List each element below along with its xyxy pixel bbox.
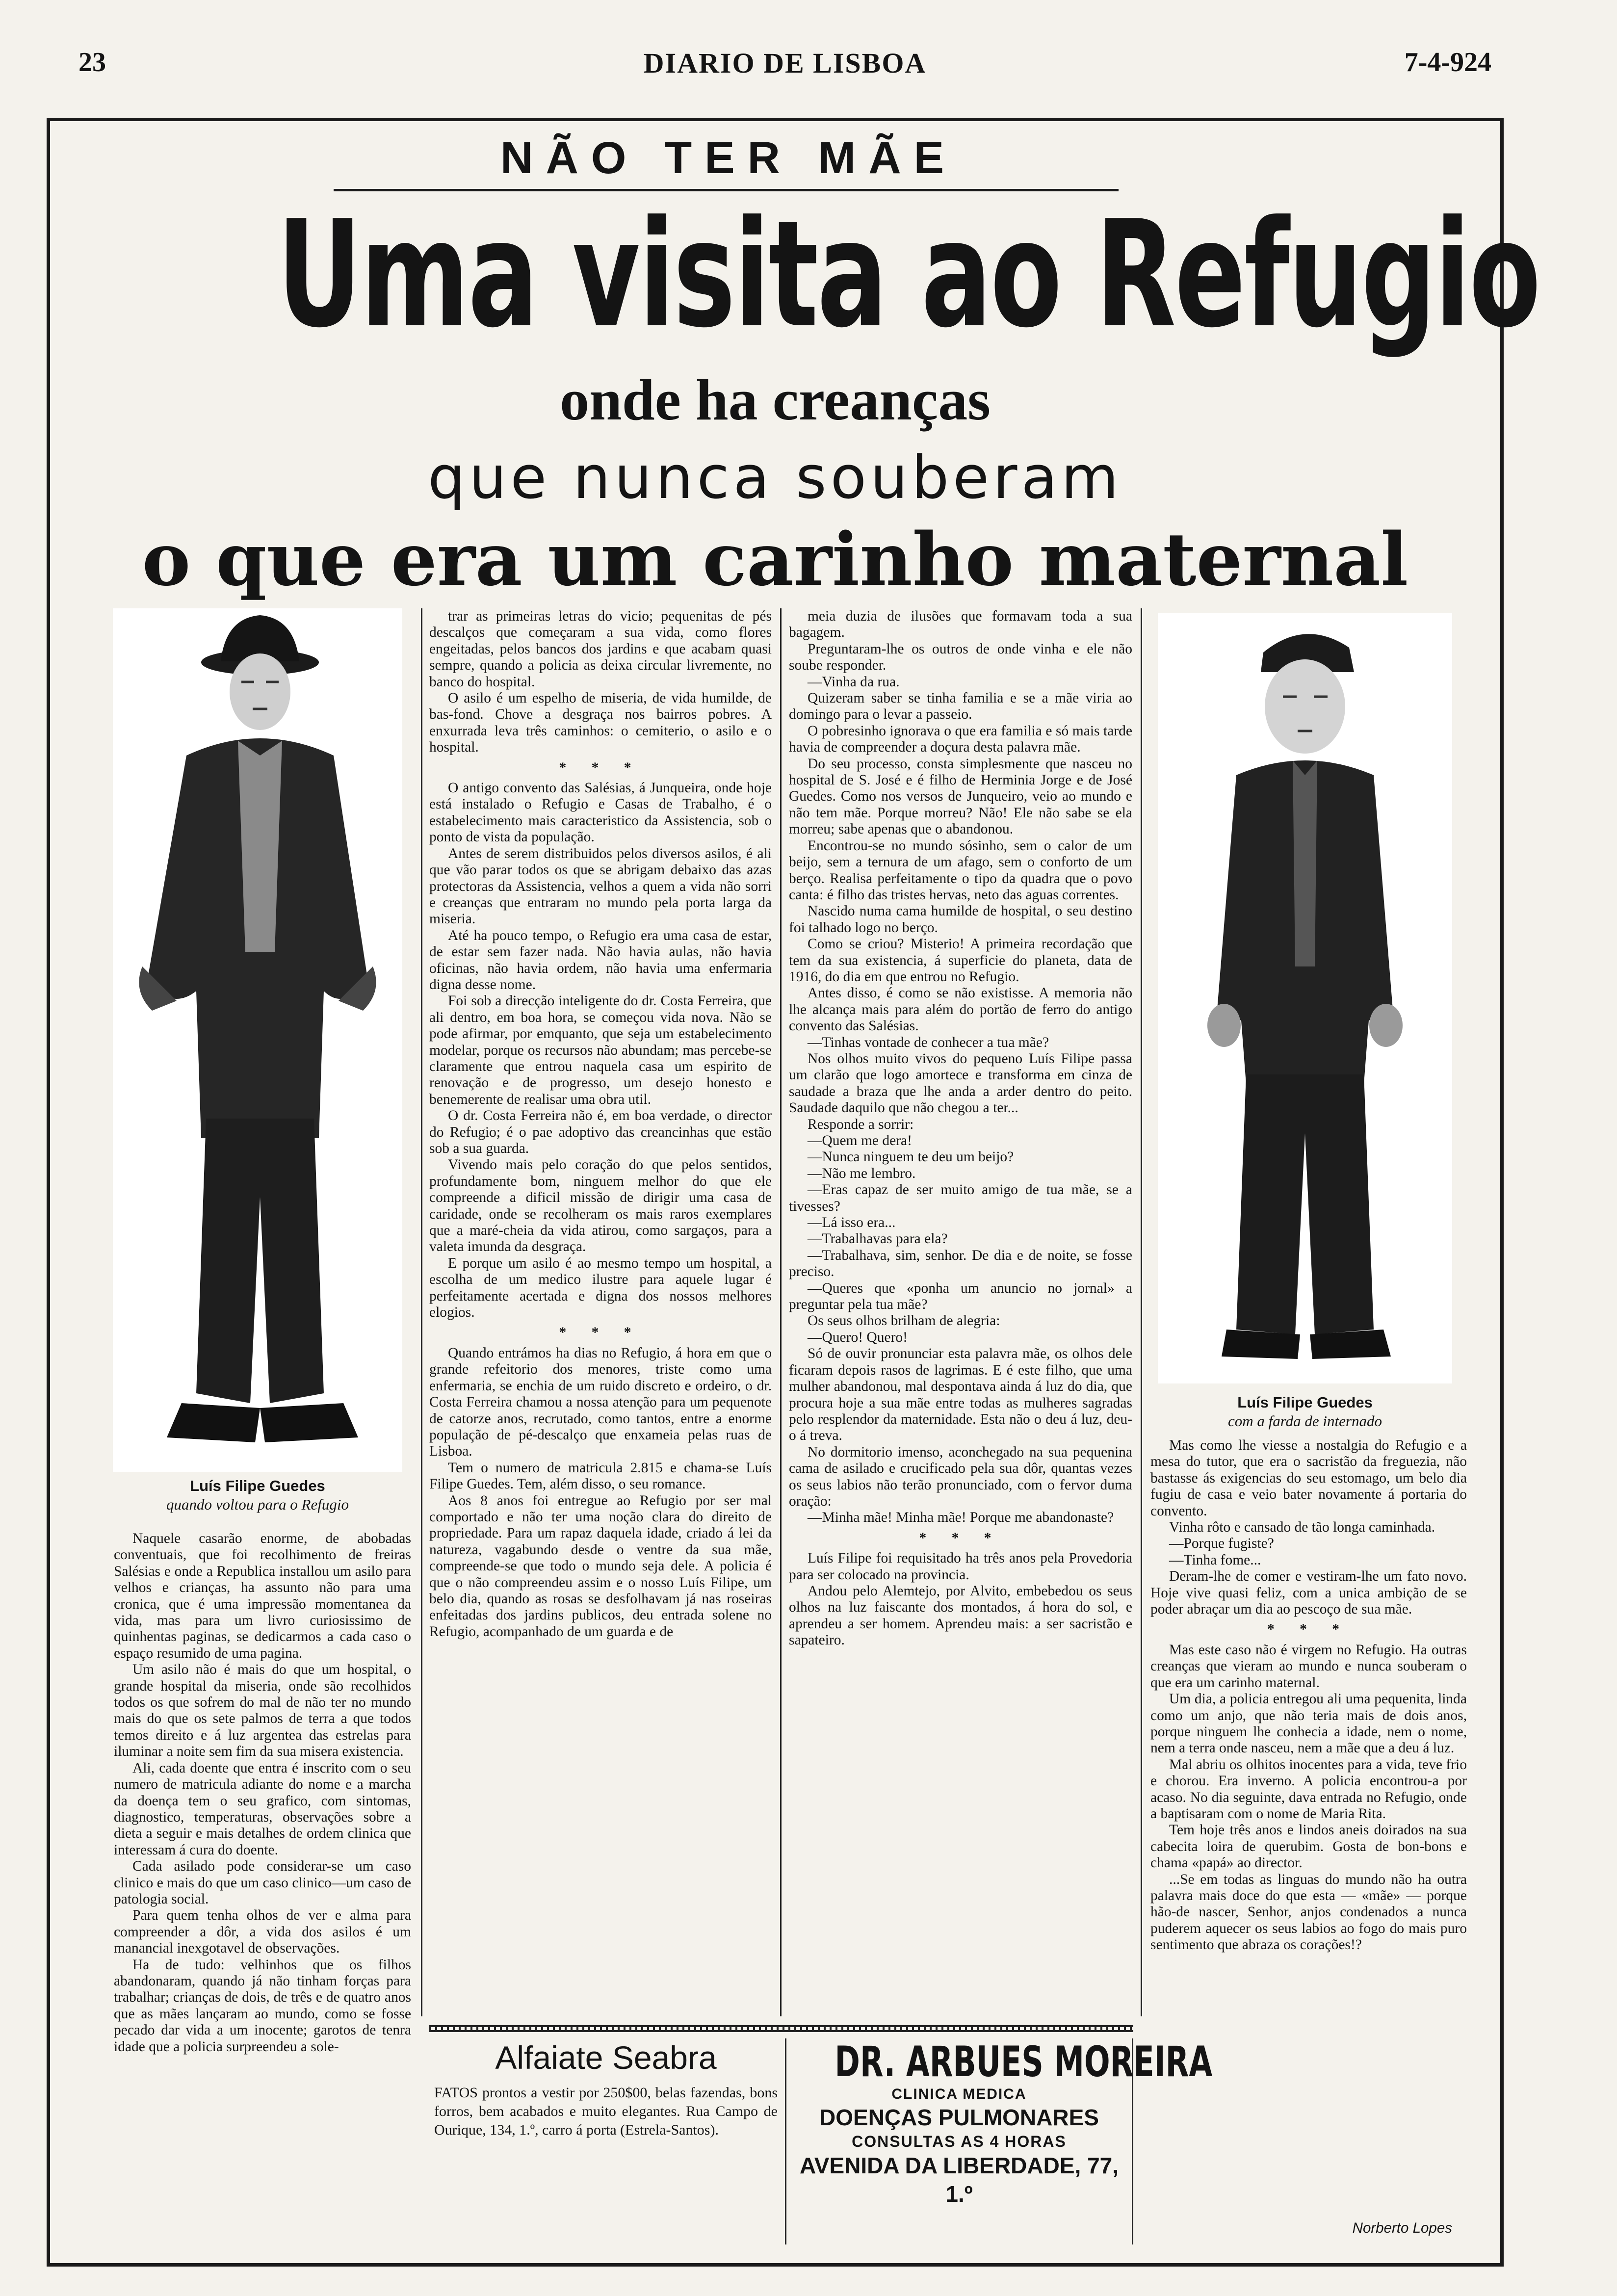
paragraph: Quando entrámos ha dias no Refugio, á hora em que o grande refeitorio dos menores, triste como uma enfermaria, se enchia de um ruido discreto e ordeiro, o dr. Costa Ferreira chamou a nossa atenção para um pequenote de catorze anos, recrutado, como tantos, entre a enorme população de pé-descalço que enxameia pelas ruas de Lisboa. [429,1345,772,1460]
caption-right-text: com a farda de internado [1228,1412,1382,1430]
paragraph: —Quero! Quero! [808,1329,908,1345]
column-rule-3 [1141,608,1142,2016]
paragraph: Mas este caso não é virgem no Refugio. Ha outras creanças que vieram ao mundo e nunca souberam o que era um carinho maternal. [1150,1642,1467,1691]
paragraph: —Tinha fome... [1169,1552,1261,1568]
paragraph: O asilo é um espelho de miseria, de vida humilde, de bas-fond. Chove a desgraça nos bairros pobres. A enxurrada leva três caminhos: o cemiterio, o asilo e o hospital. [429,690,772,756]
main-headline: Uma visita ao Refugio [277,189,1540,360]
paragraph: Nos olhos muito vivos do pequeno Luís Filipe passa um clarão que logo amortece e transforma em cinza de saudade a braza que lhe anda a arder dentro do peito. Saudade daquilo que não chegou a ter... [789,1050,1132,1116]
article-signature-block [1150,2215,1452,2244]
photo-left-boy [113,608,402,1472]
paragraph: Quizeram saber se tinha familia e se a mãe viria ao domingo para o levar a passeio. [789,690,1132,723]
caption-right [1158,1393,1452,1431]
paragraph: —Não me lembro. [808,1165,916,1181]
page-number: 23 [78,47,106,78]
paragraph: Andou pelo Alemtejo, por Alvito, embebedou os seus olhos na luz faiscante dos montados, á hora do sol, e aprendeu a ser homem. Aprendeu mais: a ser sacristão e sapateiro. [789,1583,1132,1648]
section-break: * * * [559,759,642,776]
paragraph: Responde a sorrir: [808,1116,914,1132]
article-column-2 [429,608,772,2016]
column-rule-1 [421,608,422,2016]
paragraph: Só de ouvir pronunciar esta palavra mãe, os olhos dele ficaram depois rasos de lagrimas. E é este filho, que uma mulher abandonou, mal despontava ainda á luz do dia, que procura hoje a sua mãe entre todas as mulheres sagradas pelo resplendor da maternidade. Esta não o deu á luz, deu-o á treva. [789,1346,1132,1444]
paragraph: —Trabalhava, sim, senhor. De dia e de noite, se fosse preciso. [789,1247,1132,1280]
kicker-headline: NÃO TER MÃE [500,133,957,183]
caption-left-text: quando voltou para o Refugio [166,1496,349,1513]
ad-doctor-address: AVENIDA DA LIBERDADE, 77, 1.º [799,2153,1119,2207]
paragraph: —Vinha da rua. [808,674,900,690]
ads-top-border [429,2025,1133,2032]
paragraph: trar as primeiras letras do vicio; pequenitas de pés descalços que começaram a sua vida, como flores engeitadas, pelos bancos dos jardins e que acabam quasi sempre, quando a policia as deixa circular livremente, no banco do hospital. [429,608,772,690]
subheadline-2: que nunca souberam [428,444,1122,512]
paragraph: E porque um asilo é ao mesmo tempo um hospital, a escolha de um medico ilustre para aquele lugar é perfeitamente acertada e digna dos nossos melhores elogios. [429,1255,772,1321]
paragraph: —Trabalhavas para ela? [808,1231,948,1247]
paragraph: —Lá isso era... [808,1215,896,1231]
paragraph: —Porque fugiste? [1169,1536,1274,1552]
paragraph: Cada asilado pode considerar-se um caso clinico e mais do que um caso clinico—um caso de patologia social. [114,1858,411,1907]
paragraph: Para quem tenha olhos de ver e alma para compreender a dôr, a vida dos asilos é um manancial inexgotavel de observações. [114,1907,411,1957]
photo-right-image [1158,613,1452,1383]
paragraph: —Minha mãe! Minha mãe! Porque me abandonaste? [808,1510,1114,1526]
ad-doctor-subtitle: CLINICA MEDICA [891,2086,1027,2102]
ad-doctor-hours: CONSULTAS AS 4 HORAS [852,2133,1067,2150]
caption-left-name: Luís Filipe Guedes [190,1477,325,1494]
paragraph: No dormitorio imenso, aconchegado na sua pequenina cama de asilado e crucificado pela sua dôr, quantas vezes os seus labios não terão pronunciado, com o fervor duma oração: [789,1444,1132,1509]
ad-tailor-name: Alfaiate Seabra [495,2039,717,2076]
paragraph: Antes disso, é como se não existisse. A memoria não lhe alcança mais para além do portão de ferro do antigo convento das Salésias. [789,985,1132,1034]
paragraph: Foi sob a direcção inteligente do dr. Costa Ferreira, que ali dentro, em boa hora, se começou vida nova. Não se pode afirmar, por emquanto, que seja um estabelecimento modelar, porque os recursos não abundam; mas percebe-se claramente que entrou naquela casa um espirito de renovação e de progresso, um desejo honesto e benemerente de realisar uma obra util. [429,993,772,1107]
paragraph: —Nunca ninguem te deu um beijo? [808,1149,1014,1165]
paragraph: Vinha rôto e cansado de tão longa caminhada. [1169,1519,1435,1536]
subheadline-1: onde ha creanças [560,367,991,432]
ad-doctor-name: DR. ARBUES MOREIRA [835,2037,1213,2087]
article-signature: Norberto Lopes [1352,2220,1452,2236]
paragraph: Até ha pouco tempo, o Refugio era uma casa de estar, de estar sem fazer nada. Não havia aulas, não havia oficinas, não havia ordem, não havia uma enfermaria digna desse nome. [429,927,772,992]
paragraph: ...Se em todas as linguas do mundo não ha outra palavra mais doce do que esta — «mãe» — porque hão-de nascer, Senhor, anjos condenados a nunca puderem aquecer os seus labios ao fogo do mais puro sentimento que abraza os corações!? [1150,1871,1467,1953]
article-column-3 [789,608,1132,2016]
paragraph: meia duzia de ilusões que formavam toda a sua bagagem. [789,608,1132,641]
paragraph: Ali, cada doente que entra é inscrito com o seu numero de matricula adiante do nome e a marcha da doença tem o seu grafico, com sintomas, diagnostico, temperaturas, observações sobre a dieta a seguir e mais detalhes de ordem clinica que interessam á cura do doente. [114,1760,411,1858]
masthead [78,47,1491,86]
article-column-1 [114,1531,411,2247]
subheadline-3: o que era um carinho maternal [142,517,1408,602]
paragraph: Encontrou-se no mundo sósinho, sem o calor de um beijo, sem a ternura de um afago, sem o conforto de um berço. Realisa perfeitamente o tipo da quadra que o povo canta: é filho das tristes hervas, neto das aguas correntes. [789,837,1132,903]
ad-doctor-specialty: DOENÇAS PULMONARES [819,2105,1099,2130]
caption-left [113,1477,402,1514]
paragraph: Preguntaram-lhe os outros de onde vinha e ele não soube responder. [789,641,1132,674]
paragraph: Ha de tudo: velhinhos que os filhos abandonaram, quando já não tinham forças para trabalhar; crianças de dois, de três e de quatro anos que as mães lançaram ao mundo, como se fosse pecado dar vida a um inocente; garotos de tenra idade que a policia surpreendeu a sole- [114,1957,411,2055]
paragraph: Tem o numero de matricula 2.815 e chama-se Luís Filipe Guedes. Tem, além disso, o seu romance. [429,1460,772,1492]
paragraph: Deram-lhe de comer e vestiram-lhe um fato novo. Hoje vive quasi feliz, com a unica ambição de se poder abraçar um dia ao pescoço de sua mãe. [1150,1568,1467,1618]
section-break: * * * [559,1325,642,1341]
photo-right-boy [1158,613,1452,1383]
ad-tailor [429,2038,782,2244]
paragraph: Como se criou? Misterio! A primeira recordação que tem da sua existencia, á superficie do planeta, data de 1916, do dia em que entrou no Refugio. [789,936,1132,985]
paragraph: Antes de serem distribuidos pelos diversos asilos, é ali que vão parar todos os que se abrigam debaixo das azas protectoras da Assistencia, velhos a quem a vida não sorri e creanças que entraram no mundo pela porta larga da miseria. [429,845,772,927]
paragraph: Tem hoje três anos e lindos aneis doirados na sua cabecita loira de querubim. Gosta de bon-bons e chama «papá» ao director. [1150,1822,1467,1871]
paragraph: O pobresinho ignorava o que era familia e só mais tarde havia de compreender a doçura desta palavra mãe. [789,723,1132,756]
paragraph: Mal abriu os olhitos inocentes para a vida, teve frio e chorou. Era inverno. A policia encontrou-a por acaso. No dia seguinte, dava entrada no Refugio, onde a baptisaram com o nome de Maria Rita. [1150,1756,1467,1822]
ad-tailor-text: FATOS prontos a vestir por 250$00, belas fazendas, bons forros, bem acabados e muito elegantes. Rua Campo de Ourique, 134, 1.º, carro á porta (Estrela-Santos). [434,2085,778,2138]
paragraph: Do seu processo, consta simplesmente que nasceu no hospital de S. José e é filho de Herminia Jorge e de José Guedes. Como nos versos de Junqueiro, veio ao mundo e não tem mãe. Porque morreu? Não! Ele não sabe se ela morreu; sabe apenas que o abandonou. [789,756,1132,837]
paragraph: Vivendo mais pelo coração do que pelos sentidos, profundamente bom, ninguem melhor do que ele compreende a dificil missão de dirigir uma casa de caridade, onde se recolheram os mais raros exemplares que a maré-cheia da vida atirou, como sargaços, para a valeta imunda da desgraça. [429,1157,772,1255]
paragraph: Um asilo não é mais do que um hospital, o grande hospital da miseria, onde são recolhidos todos os que sofrem do mal de não ter no mundo mais do que os sete palmos de terra a que todos temos direito e á luz argentea das estrelas para iluminar a noite sem fim da sua misera existencia. [114,1662,411,1760]
paragraph: Um dia, a policia entregou ali uma pequenita, linda como um anjo, que não teria mais de dois anos, porque ninguem lhe conhecia a idade, nem o nome, nem a terra onde nasceu, nem a mãe que a deu á luz. [1150,1691,1467,1756]
issue-date: 7-4-924 [1404,47,1491,78]
paragraph: —Tinhas vontade de conhecer a tua mãe? [808,1034,1049,1050]
paragraph: Naquele casarão enorme, de abobadas conventuais, que foi recolhimento de freiras Salésias e onde a Republica installou um asilo para velhos e crianças, ha assunto não para uma cronica, que é uma impressão momentanea da vida, mas para um livro curiosissimo de quinhentas paginas, se dedicarmos a cada caso o espaço resumido de uma pagina. [114,1531,411,1661]
paragraph: —Eras capaz de ser muito amigo de tua mãe, se a tivesses? [789,1182,1132,1214]
paragraph: Luís Filipe foi requisitado ha três anos pela Provedoria para ser colocado na provincia. [789,1550,1132,1583]
paragraph: Mas como lhe viesse a nostalgia do Refugio e a mesa do tutor, que era o sacristão da freguezia, não bastasse ás exigencias do seu estomago, um belo dia fugiu de casa e veio bater novamente á portaria do convento. [1150,1437,1467,1519]
photo-left-image [113,608,402,1472]
paragraph: —Quem me dera! [808,1133,912,1148]
column-rule-2 [780,608,782,2016]
paragraph: Os seus olhos brilham de alegria: [808,1313,1000,1329]
section-break: * * * [1267,1621,1350,1638]
paragraph: O antigo convento das Salésias, á Junqueira, onde hoje está instalado o Refugio e Casas de Trabalho, é o estabelecimento mais caracteristico da Assistencia, sob o ponto de vista da população. [429,780,772,845]
paragraph: —Queres que «ponha um anuncio no jornal» a preguntar pela tua mãe? [789,1280,1132,1313]
ad-doctor [785,2037,1213,2244]
caption-right-name: Luís Filipe Guedes [1237,1394,1373,1411]
newspaper-name: DIARIO DE LISBOA [643,47,927,79]
paragraph: Nascido numa cama humilde de hospital, o seu destino foi talhado logo no berço. [789,903,1132,936]
article-column-4 [1150,1437,1467,2213]
paragraph: O dr. Costa Ferreira não é, em boa verdade, o director do Refugio; é o pae adoptivo das creancinhas que estão sob a sua guarda. [429,1108,772,1156]
paragraph: Aos 8 anos foi entregue ao Refugio por ser mal comportado e não ter uma noção clara do direito de propriedade. Para um rapaz daquela idade, criado á lei da natureza, vagabundo desde o ventre da sua mãe, compreende-se que todo o mundo seja dele. A policia é que o não compreendeu assim e o nosso Luís Filipe, um belo dia, quando as rosas se desfolhavam já nas roseiras enfeitadas dos jardins publicos, deu entrada solene no Refugio, acompanhado de um guarda e de [429,1492,772,1640]
section-break: * * * [919,1530,1002,1546]
